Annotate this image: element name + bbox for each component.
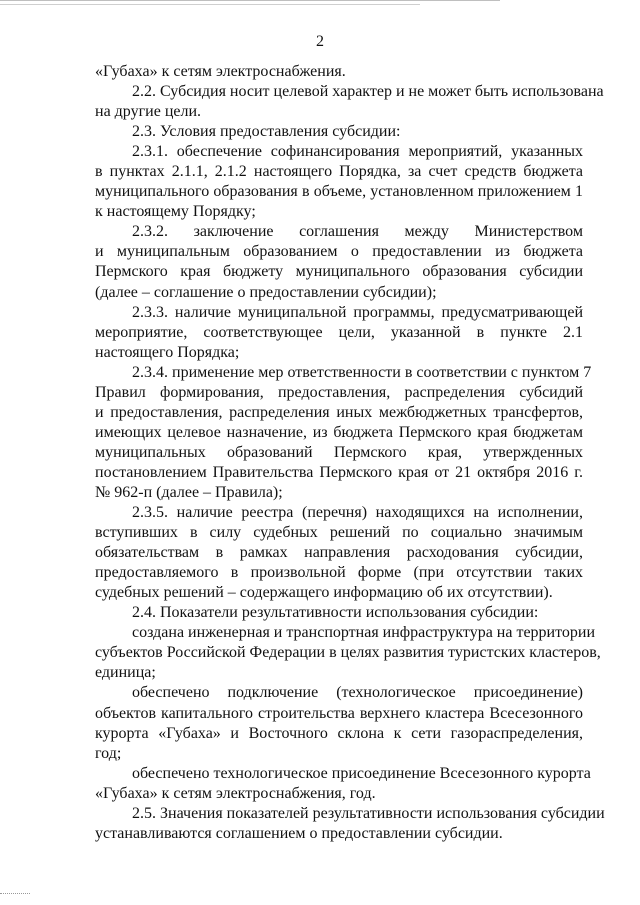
- page-number: 2: [316, 33, 324, 50]
- text-line: обеспечено технологическое присоединение Всесезонного курорта: [132, 764, 591, 782]
- text-line: муниципальных образований Пермского края, утвержденных: [95, 443, 583, 461]
- text-line: год;: [95, 744, 122, 762]
- paragraph: [95, 683, 583, 763]
- text-line: единица;: [95, 664, 156, 682]
- text-line: вступивших в силу судебных решений по социально значимым: [95, 524, 583, 542]
- paragraph: [95, 222, 583, 302]
- text-line: настоящего Порядка;: [95, 343, 240, 361]
- text-line: 2.3.4. применение мер ответственности в соответствии с пунктом 7: [132, 363, 592, 381]
- text-line: 2.3.1. обеспечение софинансирования мероприятий, указанных: [132, 143, 583, 161]
- text-line: и муниципальным образованием о предоставлении из бюджета: [95, 243, 583, 261]
- text-line: «Губаха» к сетям электроснабжения.: [95, 63, 346, 80]
- text-line: Правил формирования, предоставления, распределения субсидий: [95, 383, 583, 401]
- text-line: имеющих целевое назначение, из бюджета Пермского края бюджетам: [95, 423, 583, 441]
- paragraph: [95, 82, 604, 122]
- text-line: на другие цели.: [95, 103, 202, 121]
- text-line: и предоставления, распределения иных межбюджетных трансфертов,: [95, 403, 583, 421]
- text-line: обеспечено подключение (технологическое присоединение): [132, 684, 583, 702]
- text-line: муниципального образования в объеме, установленном приложением 1: [95, 183, 583, 201]
- text-line: (далее – соглашение о предоставлении субсидии);: [95, 283, 437, 301]
- document-body: [95, 62, 605, 844]
- text-line: обязательствам в рамках направления расходования субсидии,: [95, 544, 583, 562]
- text-line: № 962-п (далее – Правила);: [95, 483, 283, 501]
- paragraph: [95, 62, 583, 82]
- text-line: курорта «Губаха» и Восточного склона к сети газораспределения,: [95, 724, 583, 742]
- text-line: 2.5. Значения показателей результативности использования субсидии: [132, 804, 605, 822]
- text-line: 2.3.3. наличие муниципальной программы, предусматривающей: [132, 303, 583, 321]
- text-line: 2.4. Показатели результативности использования субсидии:: [132, 604, 539, 622]
- paragraph: [95, 623, 601, 683]
- text-line: постановлением Правительства Пермского края от 21 октября 2016 г.: [95, 463, 583, 481]
- paragraph: [95, 804, 605, 844]
- paragraph: [95, 142, 583, 222]
- text-line: «Губаха» к сетям электроснабжения, год.: [95, 784, 376, 802]
- text-line: в пунктах 2.1.1, 2.1.2 настоящего Порядка, за счет средств бюджета: [95, 163, 583, 181]
- paragraph: [95, 303, 583, 363]
- text-line: Пермского края бюджету муниципального образования субсидии: [95, 263, 583, 281]
- text-line: 2.2. Субсидия носит целевой характер и не может быть использована: [132, 83, 604, 101]
- text-line: предоставляемого в произвольной форме (при отсутствии таких: [95, 564, 583, 582]
- text-line: объектов капитального строительства верхнего кластера Всесезонного: [95, 704, 583, 722]
- text-line: создана инженерная и транспортная инфраструктура на территории: [132, 624, 596, 642]
- paragraph: [95, 764, 591, 804]
- text-line: 2.3. Условия предоставления субсидии:: [132, 123, 401, 141]
- paragraph: [95, 363, 592, 503]
- paragraph: [95, 503, 583, 603]
- paragraph: [95, 603, 583, 623]
- text-line: субъектов Российской Федерации в целях развития туристских кластеров,: [95, 644, 601, 662]
- scan-edge-line: [0, 0, 500, 1]
- text-line: мероприятие, соответствующее цели, указанной в пункте 2.1: [95, 323, 583, 341]
- paragraph: [95, 122, 583, 142]
- text-line: 2.3.5. наличие реестра (перечня) находящихся на исполнении,: [132, 504, 583, 522]
- text-line: 2.3.2. заключение соглашения между Министерством: [132, 223, 583, 241]
- text-line: устанавливаются соглашением о предоставлении субсидии.: [95, 824, 503, 842]
- text-line: к настоящему Порядку;: [95, 203, 256, 221]
- text-line: судебных решений – содержащего информацию об их отсутствии).: [95, 584, 553, 602]
- scan-edge-mark: [0, 893, 30, 895]
